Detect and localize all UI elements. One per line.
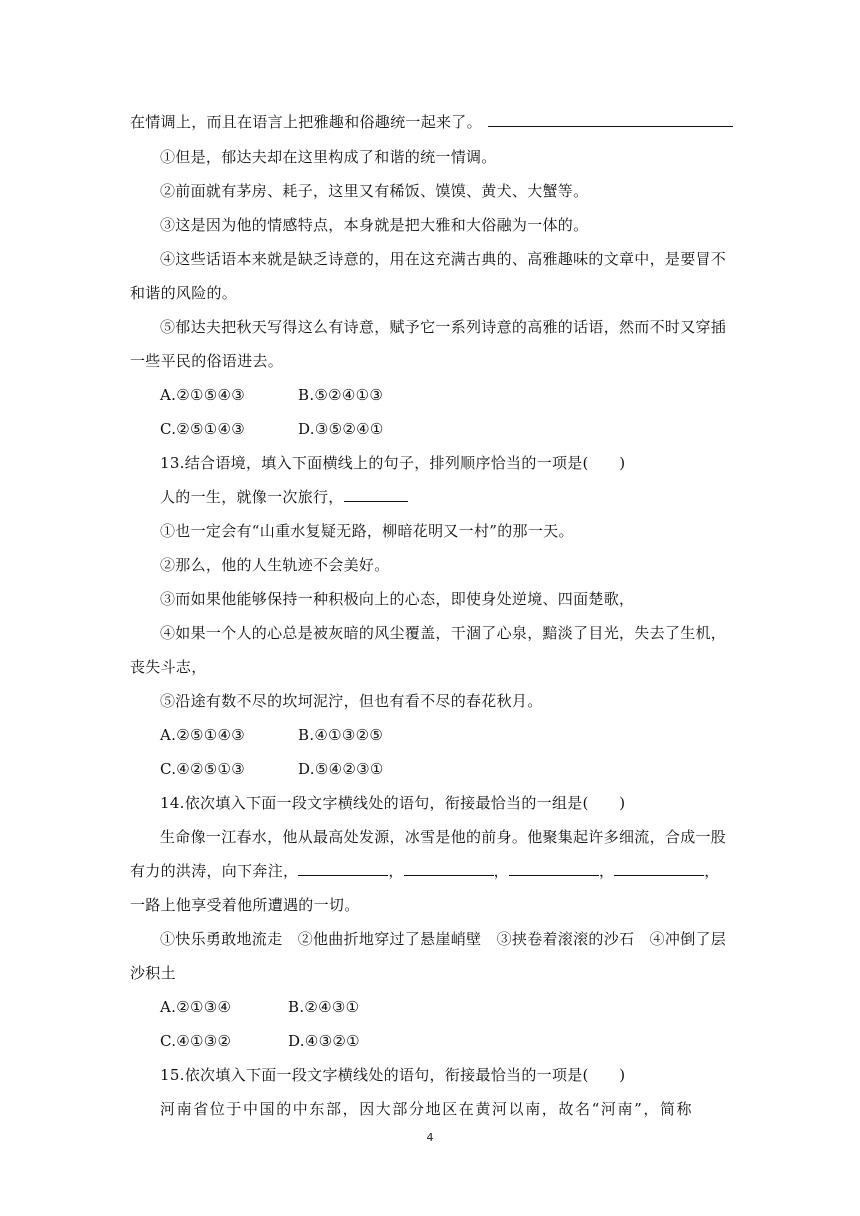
q13-sentence-5: ⑤沿途有数不尽的坎坷泥泞，但也有看不尽的春花秋月。 [160,692,543,710]
page-number: 4 [426,1131,434,1144]
answer-blank [298,860,388,876]
option-b[interactable]: B.⑤②④①③ [298,386,384,404]
paragraph-tail [130,111,740,133]
comma: ， [598,862,615,880]
q13-sentence-2: ②那么，他的人生轨迹不会美好。 [160,556,390,574]
option-d[interactable]: D.④③②① [288,1032,360,1050]
q14-options-row-1 [160,996,770,1018]
comma: ， [704,862,720,880]
option-b[interactable]: B.②④③① [288,998,360,1016]
q12-sentence-3: ③这是因为他的情感特点，本身就是把大雅和大俗融为一体的。 [160,216,589,234]
q15-passage-1: 河南省位于中国的中东部，因大部分地区在黄河以南，故名“河南”，简称 [160,1100,694,1118]
q14-choices-cont: 沙积土 [130,964,176,982]
answer-blank [488,111,733,127]
q14-stem: 14.依次填入下面一段文字横线处的语句，衔接最恰当的一组是( ) [160,794,626,812]
option-d[interactable]: D.⑤④②③① [298,760,384,778]
option-c[interactable]: C.④②⑤①③ [160,760,246,778]
text: 有力的洪涛，向下奔注， [130,862,299,880]
q14-choices: ①快乐勇敢地流走 ②他曲折地穿过了悬崖峭壁 ③挟卷着滚滚的沙石 ④冲倒了层 [160,930,727,948]
answer-blank [509,860,599,876]
option-a[interactable]: A.②⑤①④③ [160,726,245,744]
option-a[interactable]: A.②①③④ [160,998,232,1016]
q14-passage-2 [130,860,740,882]
q13-sentence-3: ③而如果他能够保持一种积极向上的心态，即使身处逆境、四面楚歌， [160,590,635,608]
q12-sentence-5-cont: 一些平民的俗语进去。 [130,352,284,370]
q13-sentence-1: ①也一定会有“山重水复疑无路，柳暗花明又一村”的那一天。 [160,522,574,540]
comma: ， [388,862,404,880]
q13-sentence-4-cont: 丧失斗志， [130,658,207,676]
option-c[interactable]: C.②⑤①④③ [160,420,246,438]
text: 人的一生，就像一次旅行， [160,488,344,506]
q13-sentence-4: ④如果一个人的心总是被灰暗的风尘覆盖，干涸了心泉，黯淡了目光，失去了生机， [160,624,727,642]
answer-blank [614,860,704,876]
q13-options-row-2 [160,758,770,780]
q13-lead [160,486,770,508]
q14-passage-1: 生命像一江春水，他从最高处发源，冰雪是他的前身。他聚集起许多细流，合成一股 [160,828,727,846]
q12-options-row-2 [160,418,770,440]
option-a[interactable]: A.②①⑤④③ [160,386,245,404]
comma: ， [493,862,509,880]
q12-sentence-1: ①但是，郁达夫却在这里构成了和谐的统一情调。 [160,148,497,166]
answer-blank [344,486,408,502]
answer-blank [404,860,494,876]
option-c[interactable]: C.④①③② [160,1032,232,1050]
q12-sentence-5: ⑤郁达夫把秋天写得这么有诗意，赋予它一系列诗意的高雅的话语，然而不时又穿插 [160,318,727,336]
q12-sentence-2: ②前面就有茅房、耗子，这里又有稀饭、馍馍、黄犬、大蟹等。 [160,182,589,200]
q13-options-row-1 [160,724,770,746]
q14-passage-3: 一路上他享受着他所遭遇的一切。 [130,896,360,914]
q12-sentence-4-cont: 和谐的风险的。 [130,284,238,302]
text: 在情调上，而且在语言上把雅趣和俗趣统一起来了。 [130,113,482,131]
q12-options-row-1 [160,384,770,406]
option-b[interactable]: B.④①③②⑤ [298,726,384,744]
q12-sentence-4: ④这些话语本来就是缺乏诗意的，用在这充满古典的、高雅趣味的文章中，是要冒不 [160,250,727,268]
option-d[interactable]: D.③⑤②④① [298,420,384,438]
q14-options-row-2 [160,1030,770,1052]
q13-stem: 13.结合语境，填入下面横线上的句子，排列顺序恰当的一项是( ) [160,454,626,472]
q15-stem: 15.依次填入下面一段文字横线处的语句，衔接最恰当的一项是( ) [160,1066,626,1084]
